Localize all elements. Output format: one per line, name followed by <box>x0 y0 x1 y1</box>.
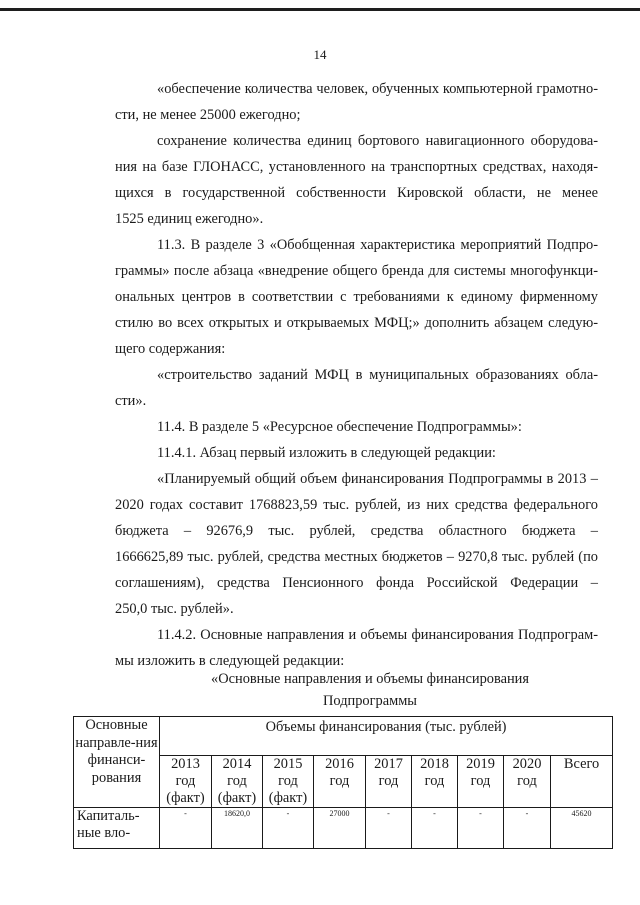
text-line: стилю во всех открытых и открываемых МФЦ;» дополнить абзацем следую- <box>115 315 598 331</box>
year-label: 2017 <box>374 756 403 772</box>
text-line: сти». <box>115 393 147 409</box>
year-unit: год <box>175 773 196 789</box>
text-line: 11.3. В разделе 3 «Обобщенная характеристика мероприятий Подпро- <box>157 237 598 253</box>
paragraph-financing-volume <box>115 466 598 622</box>
value-cell: - <box>160 808 212 849</box>
text-line: ональных центров в соответствии с требованиями к единому фирменному <box>115 289 598 305</box>
text-line: мы изложить в следующей редакции: <box>115 653 345 669</box>
row-header-cell: Основные направле-ния финанси-рования <box>74 717 160 808</box>
year-column-header <box>160 756 212 808</box>
table-header-row <box>74 717 613 756</box>
year-column-header <box>366 756 412 808</box>
year-column-header <box>504 756 551 808</box>
year-unit: год <box>278 773 298 789</box>
year-label: 2015 <box>273 756 303 772</box>
paragraph-mfc-construction <box>115 362 598 414</box>
text-line: 11.4. В разделе 5 «Ресурсное обеспечение Подпрограммы»: <box>157 419 522 435</box>
text-line: 1666625,89 тыс. рублей, средства местных бюджетов – 9270,8 тыс. рублей (по <box>115 549 598 565</box>
year-column-header <box>212 756 263 808</box>
table-caption-line: Подпрограммы <box>323 693 417 709</box>
value-cell: - <box>504 808 551 849</box>
financing-table <box>73 716 613 849</box>
text-line: 2020 годах составит 1768823,59 тыс. рублей, из них средства федерального <box>115 497 598 513</box>
year-unit: год <box>378 773 399 789</box>
year-unit: год <box>227 773 247 789</box>
year-label: 2014 <box>222 756 252 772</box>
text-line: 1525 единиц ежегодно». <box>115 211 264 227</box>
value-cell: - <box>412 808 458 849</box>
value-cell: 27000 <box>314 808 366 849</box>
table-caption-line: «Основные направления и объемы финансирования <box>211 671 529 687</box>
text-line: 11.4.2. Основные направления и объемы финансирования Подпрограм- <box>157 627 598 643</box>
text-line: «обеспечение количества человек, обученных компьютерной грамотно- <box>157 81 598 97</box>
value-cell: - <box>458 808 504 849</box>
year-unit: год <box>329 773 350 789</box>
paragraph-section-3 <box>115 232 598 362</box>
year-label: 2019 <box>466 756 495 772</box>
year-column-header <box>458 756 504 808</box>
year-note: (факт) <box>268 790 308 806</box>
year-column-header <box>412 756 458 808</box>
total-column-header: Всего <box>551 756 613 808</box>
row-label-cell: Капиталь-ные вло- <box>74 808 160 849</box>
year-unit: год <box>517 773 537 789</box>
text-line: «Планируемый общий объем финансирования Подпрограммы в 2013 – <box>157 471 598 487</box>
text-line: сохранение количества единиц бортового навигационного оборудова- <box>157 133 598 149</box>
year-column-header <box>314 756 366 808</box>
text-line: «строительство заданий МФЦ в муниципальных образованиях обла- <box>157 367 598 383</box>
text-line: соглашениям), средства Пенсионного фонда Российской Федерации – <box>115 575 598 591</box>
text-line: 11.4.1. Абзац первый изложить в следующей редакции: <box>157 445 496 461</box>
year-column-header <box>263 756 314 808</box>
paragraph-11-4-1 <box>115 440 598 466</box>
paragraph-glonass <box>115 128 598 232</box>
year-label: 2018 <box>420 756 449 772</box>
year-unit: год <box>470 773 491 789</box>
page-number: 14 <box>313 47 327 62</box>
year-label: 2013 <box>171 756 200 772</box>
value-cell: 18620,0 <box>212 808 263 849</box>
year-label: 2016 <box>325 756 354 772</box>
year-note: (факт) <box>166 790 205 806</box>
value-cell: - <box>263 808 314 849</box>
text-line: сти, не менее 25000 ежегодно; <box>115 107 301 123</box>
total-value-cell: 45620 <box>551 808 613 849</box>
text-line: щего содержания: <box>115 341 226 357</box>
text-line: 250,0 тыс. рублей». <box>115 601 234 617</box>
paragraph-11-4-2 <box>115 622 598 674</box>
table-row <box>74 808 613 849</box>
value-cell: - <box>366 808 412 849</box>
paragraph-computer-literacy <box>115 76 598 128</box>
text-line: щихся в государственной собственности Кировской области, не менее <box>115 185 598 201</box>
paragraph-section-5 <box>115 414 598 440</box>
text-line: ния на базе ГЛОНАСС, установленного на транспортных средствах, находя- <box>115 159 598 175</box>
year-note: (факт) <box>217 790 257 806</box>
text-line: бюджета – 92676,9 тыс. рублей, средства областного бюджета – <box>115 523 598 539</box>
year-unit: год <box>424 773 445 789</box>
year-label: 2020 <box>512 756 542 772</box>
table-caption <box>170 668 570 712</box>
top-rule <box>0 8 640 11</box>
text-line: граммы» после абзаца «внедрение общего бренда для системы многофункци- <box>115 263 598 279</box>
volumes-header-cell: Объемы финансирования (тыс. рублей) <box>160 717 613 756</box>
